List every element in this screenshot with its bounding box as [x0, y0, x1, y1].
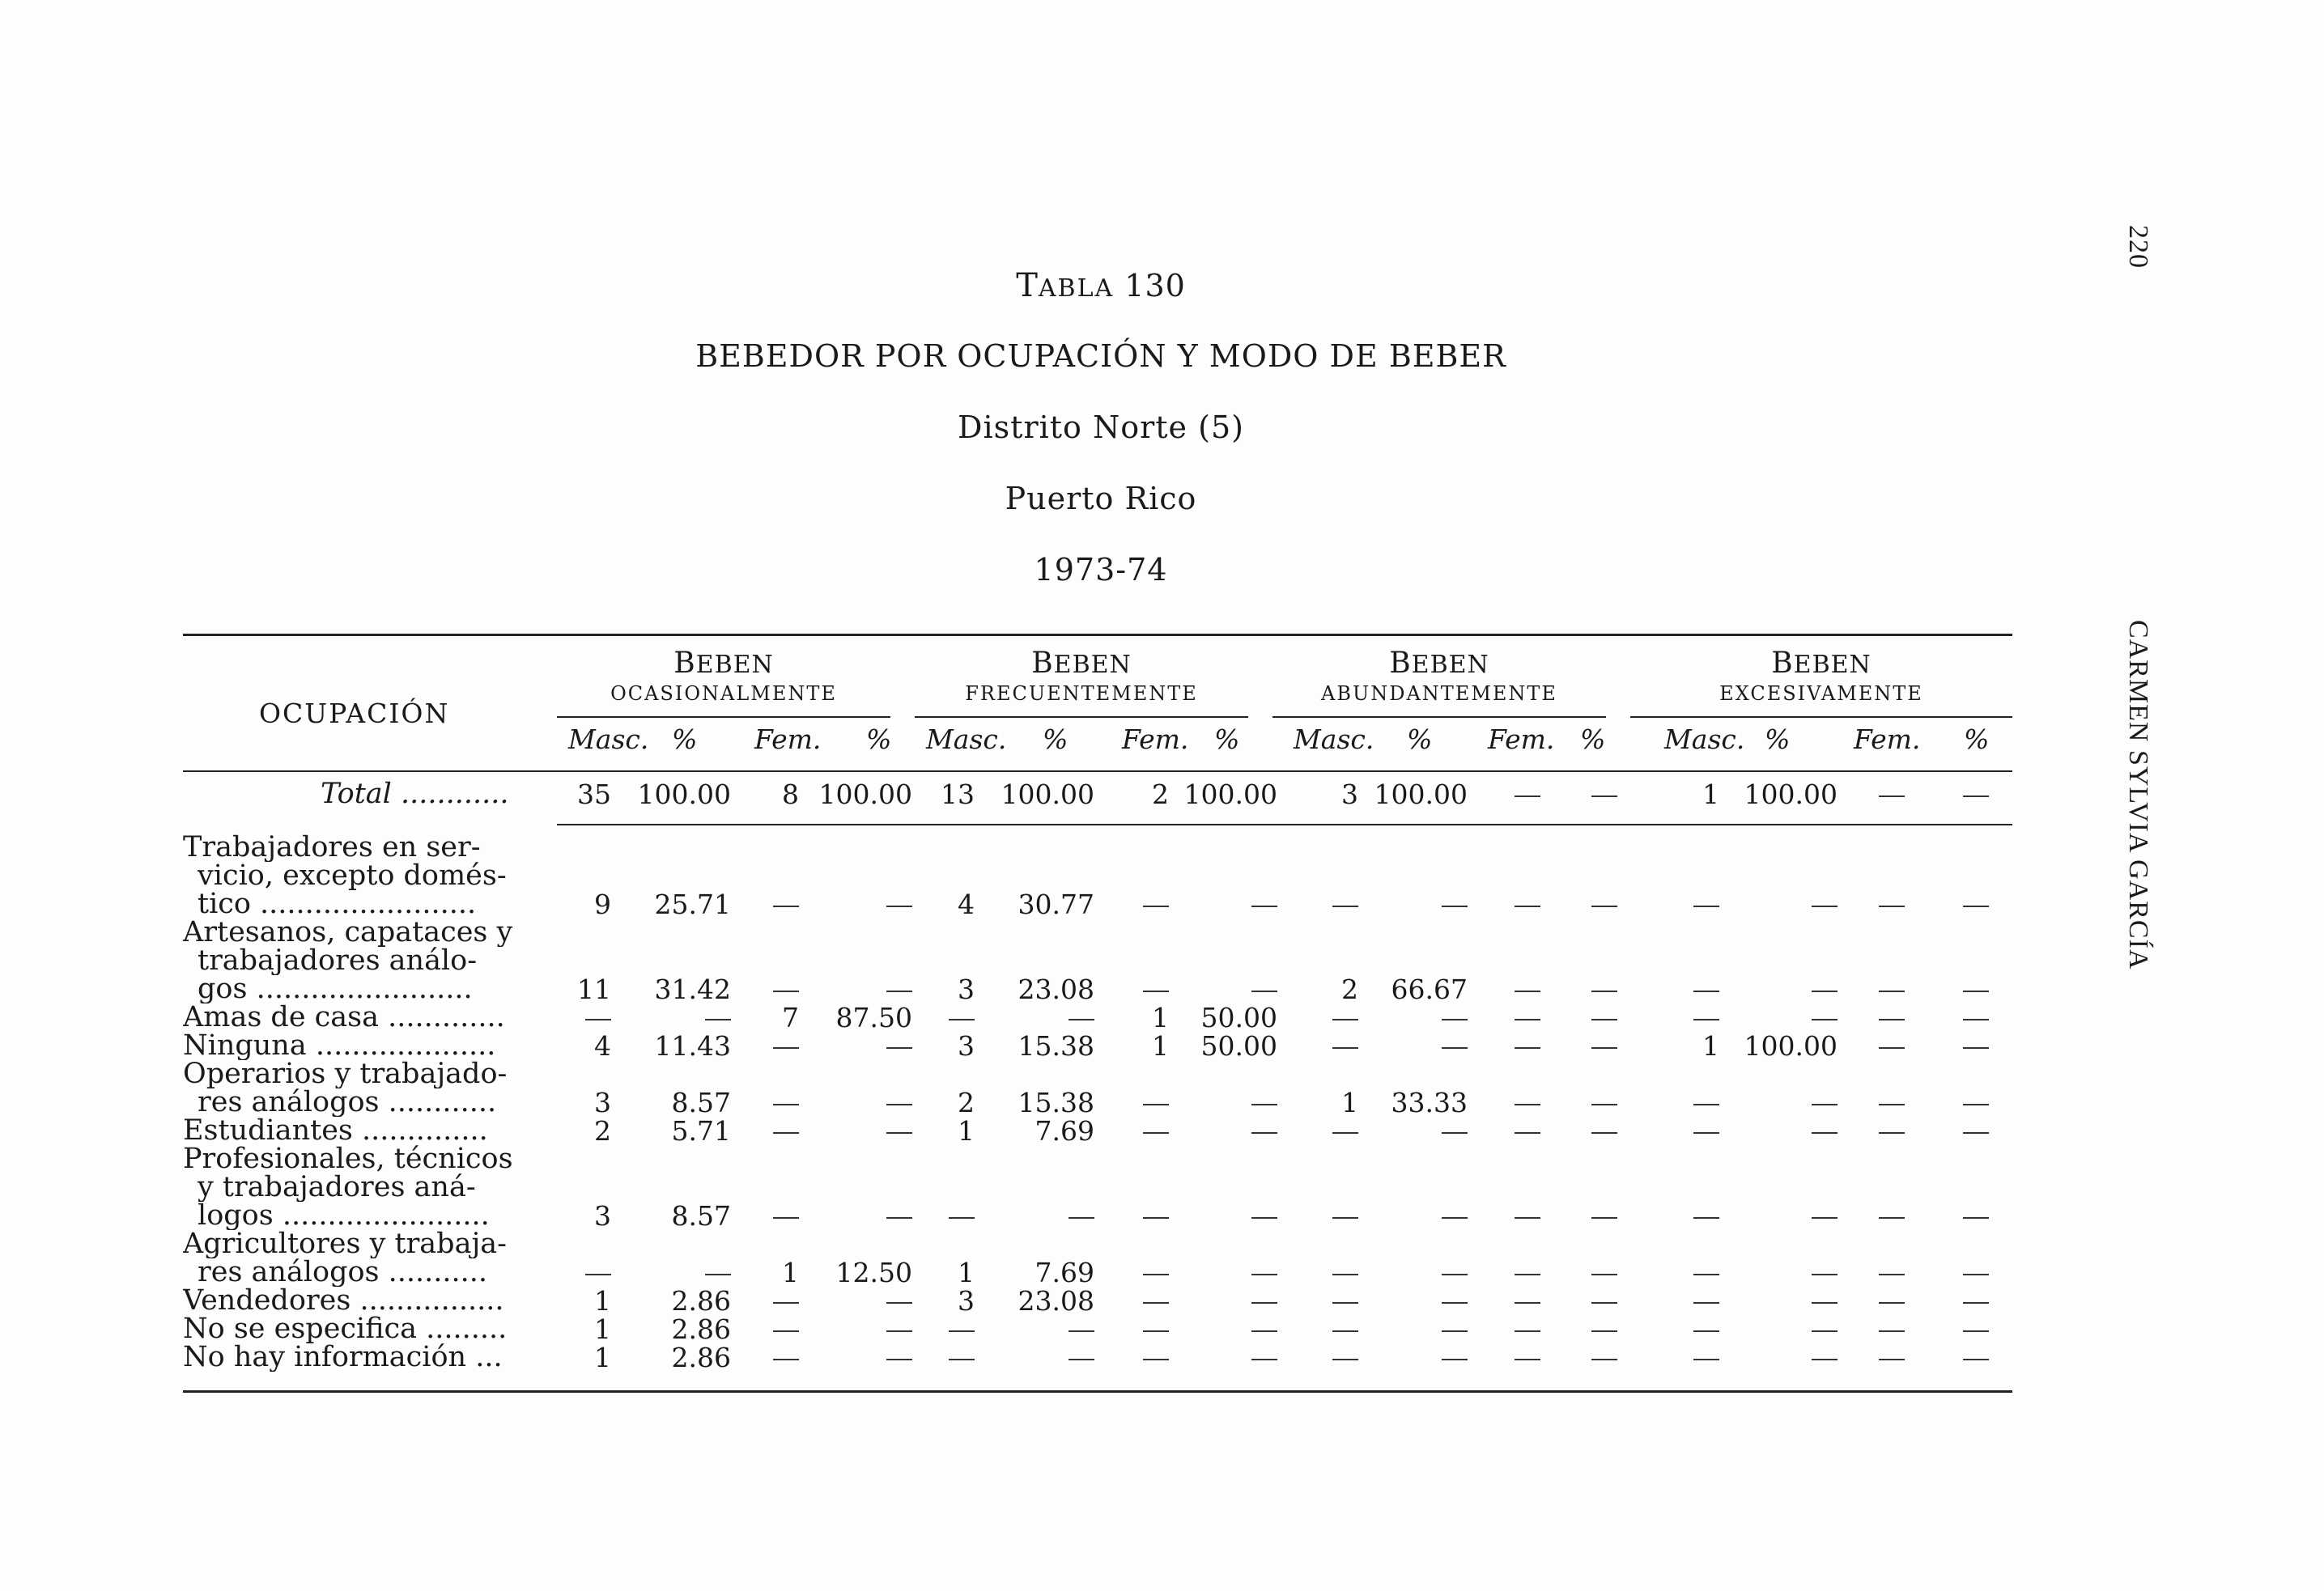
subheader-fem-2: Fem.: [1122, 723, 1189, 755]
total-value: 1: [1702, 779, 1719, 810]
row-value-dash: [1515, 1330, 1540, 1332]
row-value-dash: [1812, 1359, 1838, 1360]
row-value-dash: [1591, 1359, 1617, 1360]
total-value: 3: [1341, 779, 1358, 810]
row-label-line: y trabajadores aná-: [198, 1173, 476, 1202]
group-header-3: [1261, 645, 1617, 706]
row-value-dash: [1879, 1047, 1905, 1049]
row-value: 4: [958, 889, 975, 920]
row-value: 3: [594, 1087, 611, 1118]
row-value-dash: [1693, 991, 1719, 992]
total-value: 100.00: [1183, 779, 1277, 810]
subheader-pct-4: %: [1765, 723, 1791, 755]
running-head: CARMEN SYLVIA GARCÍA: [2123, 620, 2153, 970]
group-mode: FRECUENTEMENTE: [965, 682, 1198, 705]
row-value: 9: [594, 889, 611, 920]
row-value: 1: [594, 1313, 611, 1345]
row-value-dash: [585, 1019, 611, 1020]
row-value-dash: [1879, 906, 1905, 907]
row-value: 3: [958, 974, 975, 1005]
row-value-dash: [1515, 1302, 1540, 1304]
row-value: 3: [594, 1200, 611, 1232]
row-value-dash: [1442, 906, 1468, 907]
row-value-dash: [1143, 1302, 1169, 1304]
row-value-dash: [1591, 906, 1617, 907]
row-value-dash: [1963, 906, 1989, 907]
row-value-dash: [1143, 1217, 1169, 1219]
row-value-dash: [1332, 1359, 1358, 1360]
total-value-dash: [1879, 796, 1905, 797]
table-bottom-rule: [183, 1390, 2012, 1393]
row-value-dash: [886, 1359, 912, 1360]
row-value-dash: [1879, 1217, 1905, 1219]
row-value-dash: [1442, 1302, 1468, 1304]
row-value-dash: [1963, 1132, 1989, 1134]
subheader-masc-2: Masc.: [926, 723, 1007, 755]
row-value-dash: [1879, 991, 1905, 992]
row-value-dash: [1963, 1330, 1989, 1332]
row-value-dash: [1251, 906, 1277, 907]
row-value: 8.57: [671, 1087, 731, 1118]
row-value-dash: [1332, 1019, 1358, 1020]
row-value: 2: [594, 1115, 611, 1147]
table-label: [0, 267, 2202, 304]
subheader-fem-4: Fem.: [1854, 723, 1921, 755]
row-value-dash: [1332, 1274, 1358, 1275]
row-value-dash: [1332, 1330, 1358, 1332]
row-value-dash: [1963, 1047, 1989, 1049]
row-value-dash: [1812, 1104, 1838, 1105]
total-value: 8: [782, 779, 799, 810]
row-value-dash: [1515, 1132, 1540, 1134]
row-value-dash: [886, 1330, 912, 1332]
row-value-dash: [1442, 1274, 1468, 1275]
row-value: 11: [577, 974, 611, 1005]
row-value: 50.00: [1200, 1002, 1277, 1033]
row-value-dash: [773, 1330, 799, 1332]
row-value: 7.69: [1035, 1115, 1094, 1147]
subheader-fem-1: Fem.: [754, 723, 822, 755]
row-value-dash: [1251, 1359, 1277, 1360]
row-value-dash: [1515, 1217, 1540, 1219]
row-value-dash: [1963, 1019, 1989, 1020]
group-header-4: [1643, 645, 1999, 706]
group-header-2: [903, 645, 1260, 706]
row-value: 12.50: [835, 1257, 912, 1288]
row-value-dash: [1515, 906, 1540, 907]
row-value: 2.86: [671, 1313, 731, 1345]
row-value-dash: [773, 991, 799, 992]
group-mode: OCASIONALMENTE: [610, 682, 837, 705]
row-value-dash: [1963, 1217, 1989, 1219]
stub-header: OCUPACIÓN: [259, 698, 450, 729]
row-value-dash: [1515, 1274, 1540, 1275]
table-top-rule: [183, 634, 2012, 636]
row-value-dash: [1251, 1274, 1277, 1275]
row-value-dash: [1442, 1047, 1468, 1049]
row-value: 7: [782, 1002, 799, 1033]
row-value: 2: [1341, 974, 1358, 1005]
total-value-dash: [1963, 796, 1989, 797]
row-value: 1: [1152, 1002, 1169, 1033]
row-value-dash: [1591, 1132, 1617, 1134]
row-value-dash: [1693, 1132, 1719, 1134]
row-value: 7.69: [1035, 1257, 1094, 1288]
row-value-dash: [1591, 991, 1617, 992]
row-value: 1: [958, 1115, 975, 1147]
row-value-dash: [1332, 1132, 1358, 1134]
row-label-line: logos .......................: [198, 1202, 490, 1230]
row-value: 23.08: [1018, 974, 1094, 1005]
subheader-fem-3: Fem.: [1488, 723, 1555, 755]
row-label-line: Ninguna ....................: [183, 1032, 496, 1060]
group-verb: BEBEN: [1389, 647, 1489, 680]
row-value-dash: [773, 1132, 799, 1134]
row-value-dash: [1143, 1330, 1169, 1332]
row-label-line: Vendedores ................: [183, 1287, 504, 1315]
row-value-dash: [949, 1217, 975, 1219]
row-value: 33.33: [1391, 1087, 1468, 1118]
row-value-dash: [1332, 906, 1358, 907]
row-value-dash: [1591, 1274, 1617, 1275]
row-value-dash: [1963, 1274, 1989, 1275]
row-value-dash: [1591, 1330, 1617, 1332]
row-value-dash: [949, 1330, 975, 1332]
row-value-dash: [1069, 1359, 1094, 1360]
row-value-dash: [1693, 1217, 1719, 1219]
row-label: [183, 1230, 531, 1287]
row-value-dash: [949, 1359, 975, 1360]
row-label-line: Amas de casa .............: [183, 1003, 505, 1032]
total-value: 13: [941, 779, 975, 810]
row-value: 66.67: [1391, 974, 1468, 1005]
subtitle-year: 1973-74: [1034, 552, 1168, 588]
subtitle-place: Puerto Rico: [1005, 481, 1197, 516]
group-rule-2: [915, 716, 1248, 718]
row-value: 5.71: [671, 1115, 731, 1147]
row-value-dash: [1442, 1132, 1468, 1134]
row-label: [183, 1003, 531, 1032]
total-value: 100.00: [1001, 779, 1094, 810]
row-value-dash: [1515, 1019, 1540, 1020]
subheader-pct-3: %: [1580, 723, 1606, 755]
row-label-line: Artesanos, capataces y: [183, 919, 513, 947]
row-value-dash: [1591, 1104, 1617, 1105]
row-value-dash: [1143, 1274, 1169, 1275]
row-value-dash: [773, 1104, 799, 1105]
subheader-masc-1: Masc.: [568, 723, 649, 755]
row-value: 23.08: [1018, 1285, 1094, 1317]
row-value-dash: [1812, 1274, 1838, 1275]
row-label-line: No hay información ...: [183, 1343, 503, 1372]
row-value-dash: [1963, 1359, 1989, 1360]
row-value-dash: [1143, 1104, 1169, 1105]
row-value: 3: [958, 1285, 975, 1317]
row-value-dash: [1515, 1359, 1540, 1360]
row-value: 11.43: [654, 1030, 731, 1062]
row-value-dash: [1879, 1359, 1905, 1360]
row-value-dash: [1879, 1019, 1905, 1020]
row-value-dash: [1332, 1217, 1358, 1219]
row-value: 15.38: [1018, 1030, 1094, 1062]
row-value-dash: [1693, 1359, 1719, 1360]
row-value-dash: [1812, 1330, 1838, 1332]
row-value-dash: [886, 1217, 912, 1219]
row-label-line: Operarios y trabajado-: [183, 1060, 508, 1088]
group-verb: BEBEN: [673, 647, 774, 680]
row-value-dash: [1515, 1104, 1540, 1105]
row-value-dash: [1251, 1217, 1277, 1219]
subheader-pct-3: %: [1407, 723, 1433, 755]
row-value-dash: [773, 1302, 799, 1304]
row-label-line: tico ........................: [198, 890, 477, 919]
row-value-dash: [1879, 1302, 1905, 1304]
total-row-label: Total ............: [321, 780, 509, 808]
subheader-pct-4: %: [1964, 723, 1990, 755]
row-value: 50.00: [1200, 1030, 1277, 1062]
total-value: 2: [1152, 779, 1169, 810]
row-value-dash: [1693, 1302, 1719, 1304]
table-label-rest: ABLA: [1038, 274, 1115, 303]
row-value: 2.86: [671, 1342, 731, 1373]
row-value-dash: [1143, 991, 1169, 992]
row-value-dash: [1442, 1217, 1468, 1219]
row-label-line: Agricultores y trabaja-: [183, 1230, 507, 1258]
row-value: 4: [594, 1030, 611, 1062]
row-value-dash: [1879, 1274, 1905, 1275]
row-label-line: No se especifica .........: [183, 1315, 508, 1343]
row-label-line: Estudiantes ..............: [183, 1117, 488, 1145]
row-label-line: Trabajadores en ser-: [183, 834, 481, 862]
row-value-dash: [1812, 1019, 1838, 1020]
row-value-dash: [1069, 1330, 1094, 1332]
row-label-line: res análogos ............: [198, 1088, 497, 1117]
row-value-dash: [1812, 991, 1838, 992]
row-value: 1: [1341, 1087, 1358, 1118]
row-label-line: trabajadores análo-: [198, 947, 478, 975]
row-value-dash: [1812, 906, 1838, 907]
row-value: 30.77: [1018, 889, 1094, 920]
row-label-line: res análogos ...........: [198, 1258, 488, 1287]
row-value-dash: [1143, 906, 1169, 907]
row-value-dash: [1812, 1217, 1838, 1219]
row-value-dash: [1332, 1302, 1358, 1304]
row-value-dash: [949, 1019, 975, 1020]
total-value: 100.00: [1374, 779, 1468, 810]
row-value-dash: [1693, 1019, 1719, 1020]
row-value-dash: [1812, 1132, 1838, 1134]
total-value: 100.00: [818, 779, 912, 810]
row-label-line: vicio, excepto domés-: [198, 862, 507, 890]
group-mode: ABUNDANTEMENTE: [1321, 682, 1557, 705]
row-value: 15.38: [1018, 1087, 1094, 1118]
row-value-dash: [1591, 1019, 1617, 1020]
group-rule-1: [557, 716, 890, 718]
row-value-dash: [1591, 1217, 1617, 1219]
row-value-dash: [1693, 1274, 1719, 1275]
row-value-dash: [1963, 1302, 1989, 1304]
row-value: 2.86: [671, 1285, 731, 1317]
row-value-dash: [1693, 1104, 1719, 1105]
row-value: 87.50: [835, 1002, 912, 1033]
row-value-dash: [1143, 1359, 1169, 1360]
page-number: 220: [2123, 225, 2153, 269]
row-value: 8.57: [671, 1200, 731, 1232]
group-mode: EXCESIVAMENTE: [1719, 682, 1923, 705]
row-value-dash: [1963, 991, 1989, 992]
subheader-masc-3: Masc.: [1294, 723, 1374, 755]
row-value-dash: [1693, 906, 1719, 907]
row-value-dash: [773, 1047, 799, 1049]
row-value: 25.71: [654, 889, 731, 920]
group-header-1: [546, 645, 902, 706]
row-value-dash: [1812, 1302, 1838, 1304]
total-value: 100.00: [637, 779, 731, 810]
row-value-dash: [1879, 1132, 1905, 1134]
table-number: 130: [1124, 268, 1186, 303]
row-value-dash: [1591, 1302, 1617, 1304]
row-value: 1: [1702, 1030, 1719, 1062]
subtitle-district: Distrito Norte (5): [958, 409, 1244, 445]
row-value-dash: [1442, 1359, 1468, 1360]
row-label-line: gos ........................: [198, 975, 473, 1003]
total-value-dash: [1515, 796, 1540, 797]
row-value-dash: [1251, 1302, 1277, 1304]
row-value-dash: [1442, 1019, 1468, 1020]
total-value: 35: [577, 779, 611, 810]
group-verb: BEBEN: [1771, 647, 1872, 680]
row-value-dash: [773, 906, 799, 907]
row-value-dash: [1332, 1047, 1358, 1049]
row-value-dash: [1143, 1132, 1169, 1134]
row-value-dash: [1442, 1330, 1468, 1332]
group-rule-4: [1630, 716, 2012, 718]
row-value-dash: [1963, 1104, 1989, 1105]
total-rule: [557, 824, 2012, 825]
row-value-dash: [1515, 1047, 1540, 1049]
row-value-dash: [1515, 991, 1540, 992]
group-rule-3: [1272, 716, 1606, 718]
row-label-line: Profesionales, técnicos: [183, 1145, 513, 1173]
table-title: BEBEDOR POR OCUPACIÓN Y MODO DE BEBER: [695, 338, 1506, 374]
subheader-pct-1: %: [672, 723, 698, 755]
table-label-lead: T: [1016, 267, 1039, 304]
subheader-pct-1: %: [866, 723, 892, 755]
row-value-dash: [1693, 1330, 1719, 1332]
row-value-dash: [1251, 1132, 1277, 1134]
row-value: 1: [594, 1342, 611, 1373]
row-value-dash: [773, 1359, 799, 1360]
row-value: 2: [958, 1087, 975, 1118]
row-value-dash: [1251, 1330, 1277, 1332]
subheader-pct-2: %: [1214, 723, 1240, 755]
row-value: 1: [958, 1257, 975, 1288]
row-value: 1: [594, 1285, 611, 1317]
row-value: 3: [958, 1030, 975, 1062]
row-value-dash: [773, 1217, 799, 1219]
row-value-dash: [1069, 1217, 1094, 1219]
row-value-dash: [585, 1274, 611, 1275]
group-verb: BEBEN: [1031, 647, 1132, 680]
row-value-dash: [1879, 1104, 1905, 1105]
total-value: 100.00: [1744, 779, 1838, 810]
row-value: 1: [1152, 1030, 1169, 1062]
subheader-pct-2: %: [1043, 723, 1069, 755]
row-value: 100.00: [1744, 1030, 1838, 1062]
subheader-rule: [183, 770, 2012, 772]
row-value: 31.42: [654, 974, 731, 1005]
row-value-dash: [1879, 1330, 1905, 1332]
row-value: 1: [782, 1257, 799, 1288]
subheader-masc-4: Masc.: [1664, 723, 1745, 755]
